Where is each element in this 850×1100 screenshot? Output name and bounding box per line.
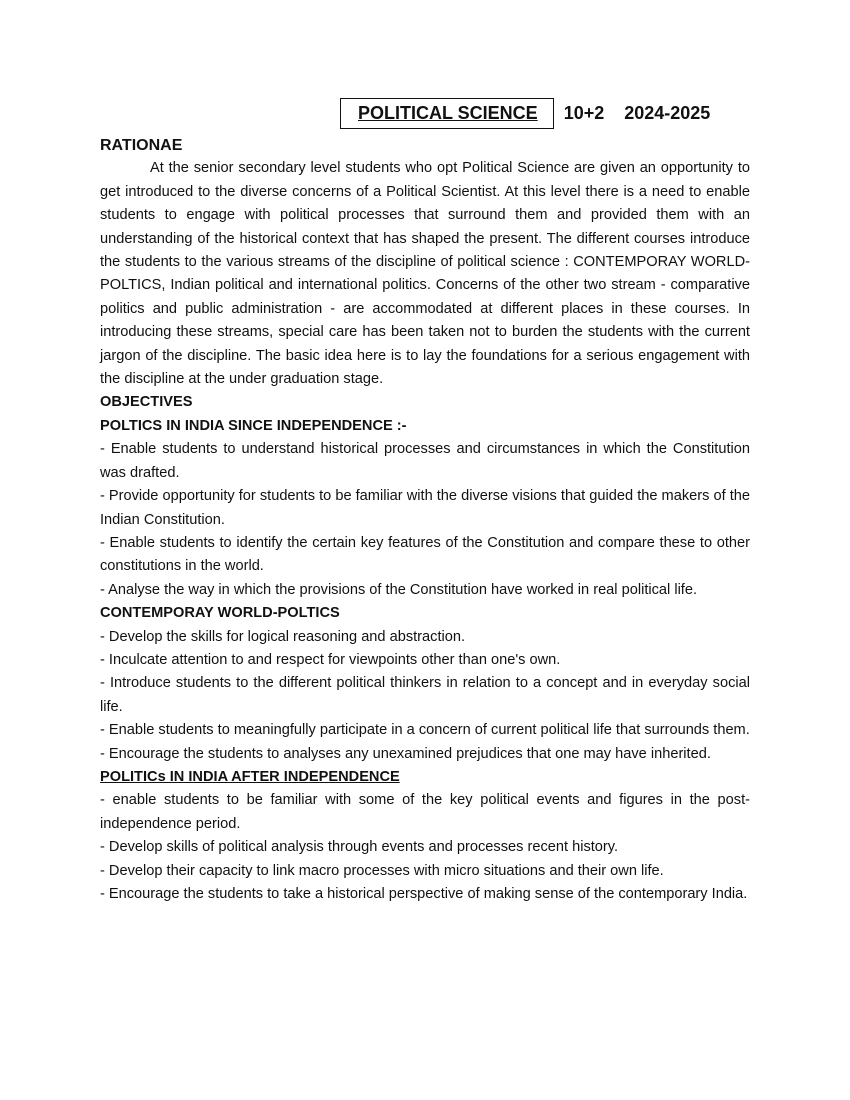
list-item: - Enable students to identify the certain key features of the Constitution and compare these to other constitutions in the world. — [100, 534, 750, 575]
document-body — [100, 134, 750, 906]
academic-year: 2024-2025 — [624, 102, 711, 123]
objectives-heading: OBJECTIVES — [100, 394, 193, 411]
page-title: POLITICAL SCIENCE — [340, 98, 554, 129]
rationale-paragraph: At the senior secondary level students who opt Political Science are given an opportunity to get introduced to the diverse concerns of a Political Scientist. At this level there is a need to enable students to engage with political processes that surround them and provided them with an understanding of the historical context that has shaped the present. The different courses introduce the students to the various streams of the discipline of political science : CONTEMPORAY WORLD-POLTICS, Indian political and international politics. Concerns of the other two stream - comparative politics and public administration - are accommodated at different places in these courses. In introducing these streams, special care has been taken not to burden the students with the current jargon of the discipline. The basic idea here is to lay the foundations for a serious engagement with the discipline at the under graduation stage. — [100, 160, 750, 388]
list-item: - enable students to be familiar with some of the key political events and figures in the post-independence period. — [100, 792, 750, 832]
list-item: - Develop skills of political analysis through events and processes recent history. — [100, 839, 619, 856]
section-politics-after-independence — [100, 766, 750, 906]
list-item: - Enable students to understand historical processes and circumstances in which the Constitution was drafted. — [100, 441, 750, 481]
list-item: - Enable students to meaningfully participate in a concern of current political life that surrounds them. — [100, 722, 750, 739]
section-politics-since-independence — [100, 415, 750, 602]
title-row — [340, 96, 710, 130]
list-item: - Encourage the students to take a historical perspective of making sense of the contemporary India. — [100, 886, 748, 902]
list-item: - Develop the skills for logical reasoning and abstraction. — [100, 628, 466, 645]
rationale-heading: RATIONAE — [100, 137, 183, 154]
list-item: - Inculcate attention to and respect for viewpoints other than one's own. — [100, 651, 561, 668]
list-item: - Analyse the way in which the provisions of the Constitution have worked in real political life. — [100, 581, 698, 598]
section-heading: POLITICs IN INDIA AFTER INDEPENDENCE — [100, 768, 400, 785]
class-label: 10+2 — [563, 102, 605, 123]
section-contemporary-world-politics — [100, 602, 750, 766]
section-heading: CONTEMPORAY WORLD-POLTICS — [100, 605, 340, 622]
list-item: - Provide opportunity for students to be familiar with the diverse visions that guided the makers of the Indian Constitution. — [100, 488, 750, 528]
list-item: - Encourage the students to analyses any unexamined prejudices that one may have inherited. — [100, 745, 711, 762]
list-item: - Introduce students to the different political thinkers in relation to a concept and in everyday social life. — [100, 675, 750, 715]
list-item: - Develop their capacity to link macro processes with micro situations and their own life. — [100, 862, 664, 879]
section-heading: POLTICS IN INDIA SINCE INDEPENDENCE :- — [100, 417, 407, 434]
